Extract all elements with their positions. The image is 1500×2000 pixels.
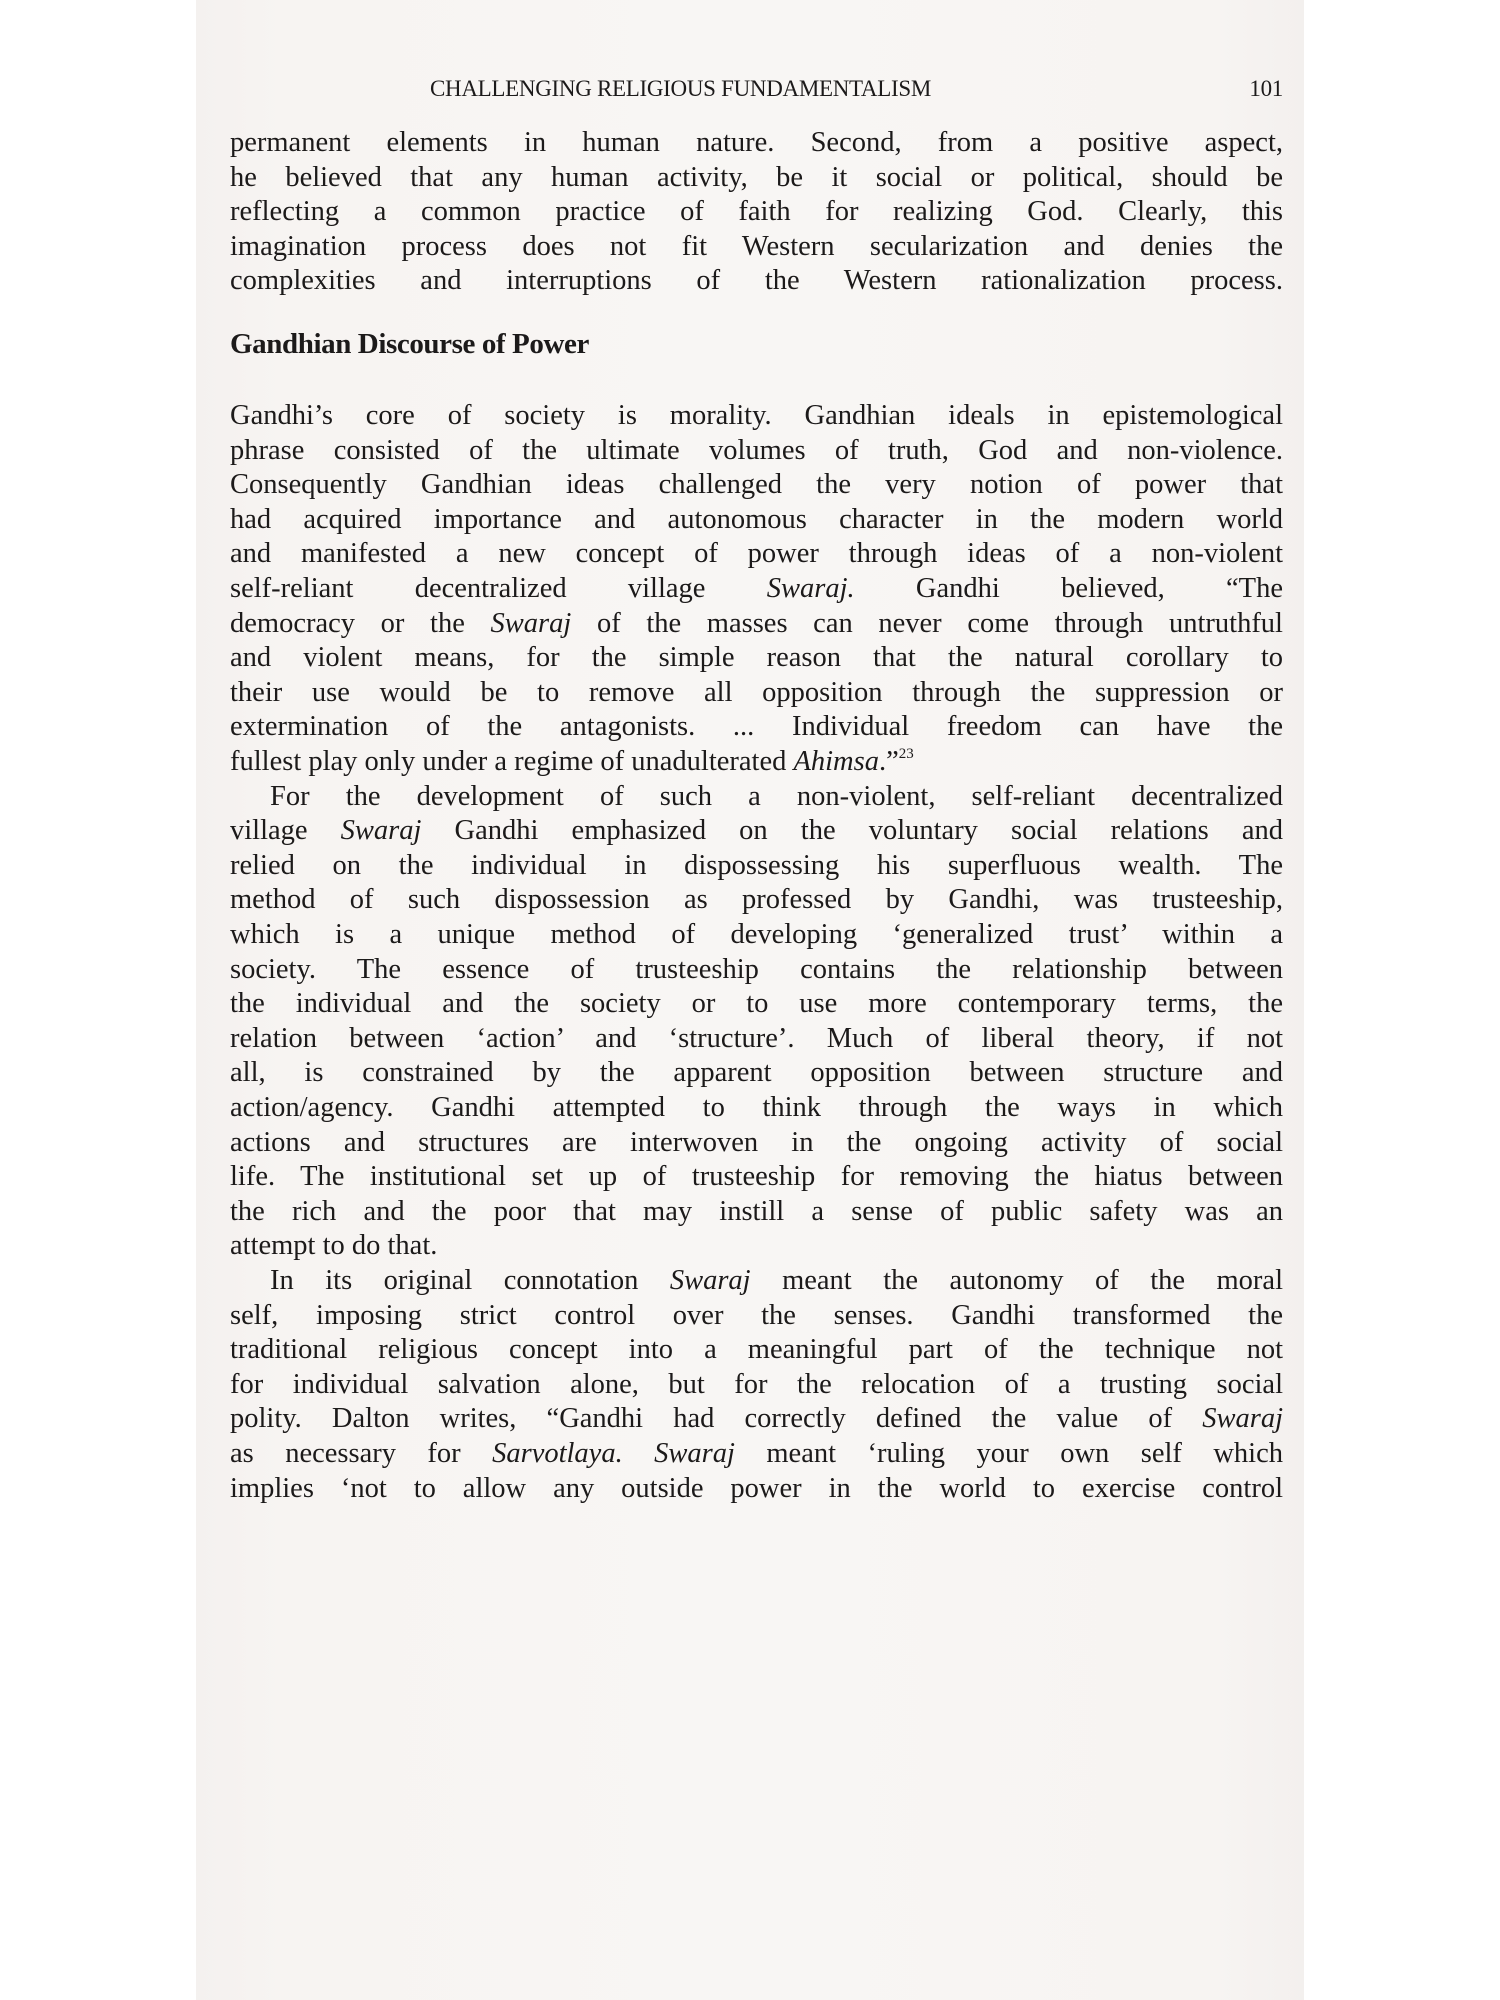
italic-term: Swaraj <box>490 607 572 639</box>
text-segment: democracy or the <box>230 607 491 639</box>
text-line: and violent means, for the simple reason that the natural corollary to <box>230 642 1283 674</box>
text-line: imagination process does not fit Western secularization and denies the <box>230 230 1283 262</box>
text-segment: Gandhi emphasized on the voluntary social relations and <box>421 815 1284 847</box>
text-line: permanent elements in human nature. Second, from a positive aspect, <box>230 127 1283 158</box>
text-line: for individual salvation alone, but for the relocation of a trusting social <box>230 1368 1283 1400</box>
text-segment: of the masses can never come through untruthful <box>571 607 1283 639</box>
text-line: the individual and the society or to use more contemporary terms, the <box>230 988 1283 1020</box>
section-heading: Gandhian Discourse of Power <box>230 328 589 360</box>
text-line: Gandhi’s core of society is morality. Gandhian ideals in epistemological <box>230 400 1283 431</box>
running-head: CHALLENGING RELIGIOUS FUNDAMENTALISM <box>430 76 931 101</box>
text-segment: fullest play only under a regime of unadulterated <box>230 745 794 777</box>
text-line: their use would be to remove all opposition through the suppression or <box>230 676 1283 708</box>
text-line: attempt to do that. <box>230 1230 438 1262</box>
text-line: and manifested a new concept of power through ideas of a non-violent <box>230 538 1283 570</box>
text-line: society. The essence of trusteeship contains the relationship between <box>230 953 1283 985</box>
text-segment: meant the autonomy of the moral <box>750 1265 1283 1296</box>
text-line: method of such dispossession as professed by Gandhi, was trusteeship, <box>230 884 1283 916</box>
paragraph-2 <box>230 780 1283 1264</box>
italic-term: Ahimsa <box>793 745 879 777</box>
text-line-mixed <box>230 745 1283 780</box>
text-line-mixed <box>230 814 1283 849</box>
paragraph-1 <box>230 399 1283 780</box>
text-line: action/agency. Gandhi attempted to think through the ways in which <box>230 1091 1283 1123</box>
page-number: 101 <box>1249 76 1283 101</box>
text-line-mixed <box>230 607 1283 642</box>
text-segment: Gandhi believed, “The <box>854 572 1283 604</box>
italic-term: Swaraj <box>1202 1403 1283 1435</box>
italic-term: Swaraj <box>669 1265 751 1296</box>
text-line: had acquired importance and autonomous character in the modern world <box>230 503 1283 535</box>
text-line: reflecting a common practice of faith for realizing God. Clearly, this <box>230 196 1283 228</box>
intro-paragraph <box>230 126 1283 299</box>
text-line: implies ‘not to allow any outside power in the world to exercise control <box>230 1472 1283 1504</box>
text-line: relied on the individual in dispossessing his superfluous wealth. The <box>230 849 1283 881</box>
footnote-marker[interactable]: 23 <box>898 745 914 762</box>
text-line-mixed <box>230 572 1283 607</box>
text-line: all, is constrained by the apparent opposition between structure and <box>230 1057 1283 1089</box>
text-line: which is a unique method of developing ‘generalized trust’ within a <box>230 918 1283 950</box>
text-segment: In its original connotation <box>270 1265 670 1296</box>
text-segment: as necessary for <box>230 1437 493 1469</box>
text-segment: polity. Dalton writes, “Gandhi had correctly defined the value of <box>230 1403 1203 1435</box>
text-segment: self-reliant decentralized village <box>230 572 767 604</box>
text-line: traditional religious concept into a meaningful part of the technique not <box>230 1334 1283 1366</box>
text-line: extermination of the antagonists. ... Individual freedom can have the <box>230 711 1283 743</box>
text-line: life. The institutional set up of trusteeship for removing the hiatus between <box>230 1161 1283 1193</box>
text-line: self, imposing strict control over the senses. Gandhi transformed the <box>230 1299 1283 1331</box>
text-segment: village <box>230 815 341 847</box>
page-header <box>230 76 1283 110</box>
text-line: For the development of such a non-violent, self-reliant decentralized <box>270 780 1283 812</box>
text-line-mixed <box>230 1402 1283 1437</box>
text-line: he believed that any human activity, be it social or political, should be <box>230 161 1283 193</box>
italic-term: Sarvotlaya. Swaraj <box>492 1437 735 1469</box>
italic-term: Swaraj. <box>766 572 855 604</box>
italic-term: Swaraj <box>340 815 422 847</box>
text-line: actions and structures are interwoven in the ongoing activity of social <box>230 1126 1283 1158</box>
text-segment: meant ‘ruling your own self which <box>734 1437 1283 1469</box>
text-line: the rich and the poor that may instill a sense of public safety was an <box>230 1195 1283 1227</box>
text-line: complexities and interruptions of the Western rationalization process. <box>230 265 1283 297</box>
text-line: relation between ‘action’ and ‘structure’. Much of liberal theory, if not <box>230 1022 1283 1054</box>
paragraph-3 <box>230 1264 1283 1506</box>
text-line: Consequently Gandhian ideas challenged the very notion of power that <box>230 469 1283 501</box>
text-line-mixed <box>230 1264 1283 1299</box>
text-segment: .” <box>878 745 899 777</box>
text-line: phrase consisted of the ultimate volumes of truth, God and non-violence. <box>230 434 1283 466</box>
text-line-mixed <box>230 1437 1283 1472</box>
